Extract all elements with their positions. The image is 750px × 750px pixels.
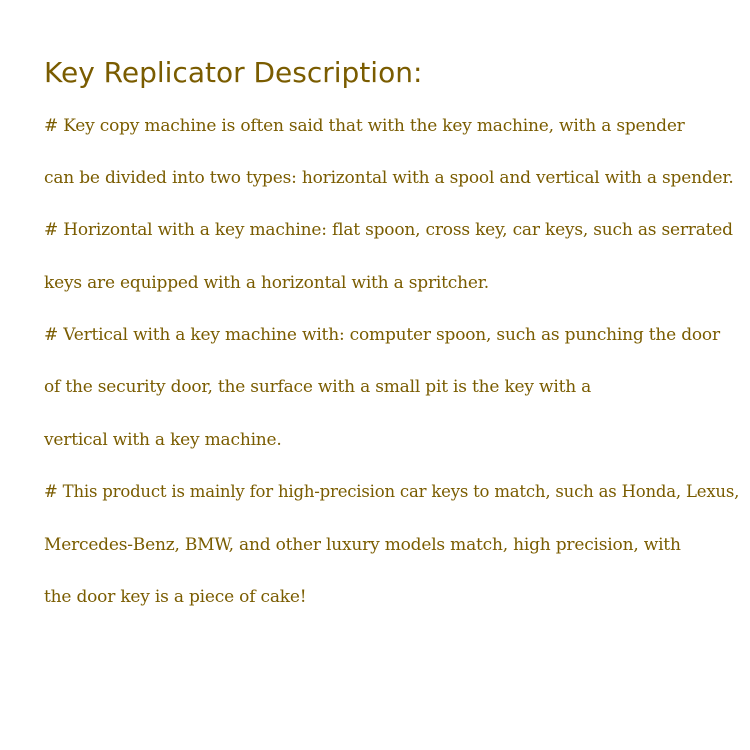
description-line-3: # Horizontal with a key machine: flat spoon, cross key, car keys, such as serrated	[44, 220, 733, 240]
description-line-10: the door key is a piece of cake!	[44, 587, 307, 607]
description-line-9: Mercedes-Benz, BMW, and other luxury models match, high precision, with	[44, 535, 681, 555]
description-line-1: # Key copy machine is often said that with the key machine, with a spender	[44, 116, 685, 136]
description-line-5: # Vertical with a key machine with: computer spoon, such as punching the door	[44, 325, 720, 345]
description-line-8: # This product is mainly for high-precision car keys to match, such as Honda, Lexus,	[44, 482, 740, 501]
description-line-6: of the security door, the surface with a small pit is the key with a	[44, 377, 592, 397]
page-title: Key Replicator Description:	[44, 56, 423, 89]
description-line-4: keys are equipped with a horizontal with a spritcher.	[44, 273, 489, 293]
description-line-2: can be divided into two types: horizontal with a spool and vertical with a spender.	[44, 168, 734, 188]
description-line-7: vertical with a key machine.	[44, 430, 282, 450]
